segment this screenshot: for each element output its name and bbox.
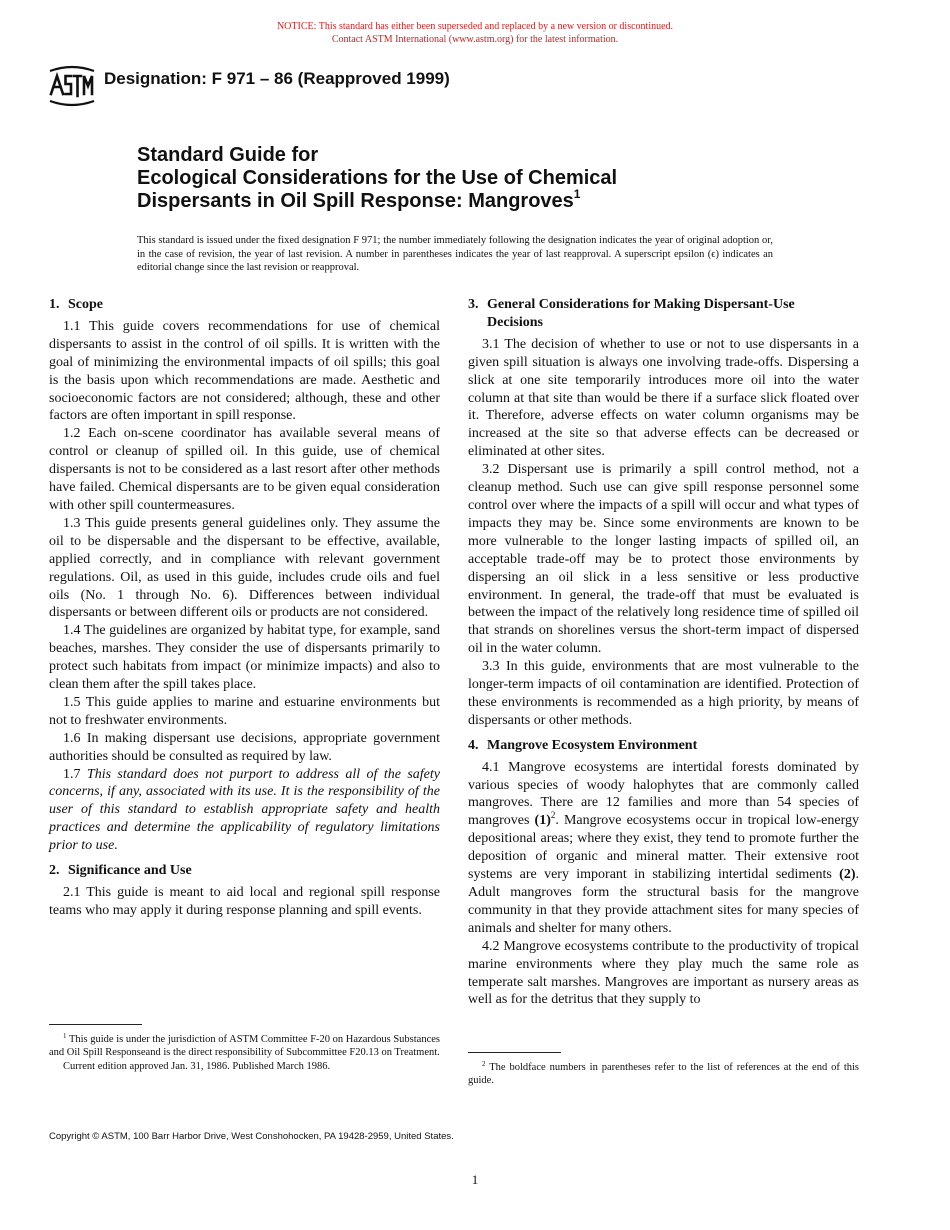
section-title-line-1: General Considerations for Making Dispersant-Use (487, 297, 795, 312)
paragraph-3-3: 3.3 In this guide, environments that are most vulnerable to the longer-term impacts of oil contamination are identified. Protection of these environments is recommended as a high priority, by means of dispersants or other methods. (468, 659, 859, 728)
section-number: 2. (49, 863, 60, 879)
footnote-2 (468, 1061, 859, 1088)
paragraph-number: 1.7 (63, 766, 81, 782)
reference-2: (2) (839, 867, 856, 883)
footnote-2-mark: 2 (550, 810, 556, 821)
section-title: Significance and Use (68, 863, 192, 879)
designation: Designation: F 971 – 86 (Reapproved 1999) (104, 69, 450, 88)
footnote-1-body: This guide is under the jurisdiction of ASTM Committee F-20 on Hazardous Substances and Oil Spill Responseand is the direct responsibility of Subcommittee F20.13 on Treatment. (49, 1034, 440, 1059)
supersession-notice (0, 20, 950, 46)
copyright: Copyright © ASTM, 100 Barr Harbor Drive, West Conshohocken, PA 19428-2959, United States. (49, 1131, 454, 1142)
paragraph-1-5: 1.5 This guide applies to marine and estuarine environments but not to freshwater environments. (49, 694, 440, 728)
paragraph-2-1: 2.1 This guide is meant to aid local and regional spill response teams who may apply it during response planning and spill events. (49, 885, 440, 918)
footnote-1-edition: Current edition approved Jan. 31, 1986. Published March 1986. (63, 1060, 331, 1072)
section-1-heading (49, 296, 440, 314)
paragraph-1-4: 1.4 The guidelines are organized by habitat type, for example, sand beaches, marshes. They consider the use of dispersants primarily to protect such habitats from impact (or minimize impacts) and also to clean them after the spill takes place. (49, 623, 440, 693)
title-line-2: Ecological Considerations for the Use of Chemical (137, 167, 618, 189)
title-line-1: Standard Guide for (137, 144, 319, 166)
notice-line-1: NOTICE: This standard has either been superseded and replaced by a new version or discontinued. (276, 21, 674, 32)
footnote-rule-right (468, 1052, 561, 1053)
title-line-3-text: Dispersants in Oil Spill Response: Mangroves (137, 190, 574, 212)
paragraph-3-1: 3.1 The decision of whether to use or not to use dispersants in a given spill situation is always one involving trade-offs. Dispersing a slick at one site temporarily introduces more oil into the water column at that site than would be there if a surface slick floated over it. Therefore, adverse effects on water column organisms may be increased at the site so that adverse effects can be decreased or eliminated at other sites. (468, 336, 859, 460)
section-title: Scope (68, 297, 103, 312)
footnote-2-body: The boldface numbers in parentheses refer to the list of references at the end of this guide. (468, 1062, 859, 1087)
left-column (49, 296, 440, 920)
paragraph-4-1 (468, 759, 859, 938)
section-number: 1. (49, 297, 60, 312)
section-number: 3. (468, 297, 479, 312)
paragraph-1-6: 1.6 In making dispersant use decisions, appropriate government authorities should be consulted as required by law. (49, 730, 440, 764)
paragraph-1-1: 1.1 This guide covers recommendations for use of chemical dispersants to assist in the control of oil spills. It is written with the goal of minimizing the environmental impacts of oil spills; this goal is the basis upon which recommendations are made. Aesthetic and socioeconomic factors are not considered; although, these and other factors are often important in spill response. (49, 318, 440, 424)
section-title-line-2: Decisions (487, 314, 543, 330)
section-number: 4. (468, 737, 479, 753)
section-2-heading (49, 862, 440, 880)
issued-note: This standard is issued under the fixed designation F 971; the number immediately following the designation indicates the year of original adoption or, in the case of revision, the year of last revision. A number in parentheses indicates the year of last reapproval. A superscript epsilon (ϵ) indicates an editorial change since the last revision or reapproval. (137, 235, 773, 273)
title-footnote-mark: 1 (573, 187, 581, 201)
paragraph-3-2: 3.2 Dispersant use is primarily a spill control method, not a cleanup method. Such use can give spill response personnel some control over where the impacts of a spill will occur and what types of impacts they may be. Since some environments are known to be more vulnerable to the longer lasting impacts of spilled oil, an acceptable trade-off may be to protect those environments by dispersing an oil slick in a less sensitive or less productive environment. In general, the trade-off that must be evaluated is between the impact of the relatively long residence time of spilled oil that strands on shorelines versus the short-term impact of dispersed oil in the water column. (468, 462, 859, 657)
paragraph-4-1-part-b: . Mangrove ecosystems occur in tropical low-energy depositional areas; where they exist, they tend to promote further the deposition of organic and mineral matter. Their extensive root systems are very imporant in stabilizing intertidal sediments (468, 813, 859, 883)
footnote-2-text (468, 1061, 859, 1088)
paragraph-4-2: 4.2 Mangrove ecosystems contribute to the productivity of tropical marine environments where they play much the same role as temperate salt marshes. Mangroves are important as nursery areas as well as for the detritus that they supply to (468, 938, 859, 1008)
paragraph-4-1-part-a: 4.1 Mangrove ecosystems are intertidal forests dominated by various species of woody halophytes that are commonly called mangroves. There are 12 families and more than 54 species of mangroves (468, 759, 859, 829)
title-line-3 (137, 187, 777, 213)
paragraph-1-3: 1.3 This guide presents general guidelines only. They assume the oil to be dispersable and the dispersant to be effective, available, applied correctly, and in compliance with relevant government regulations. Oil, as used in this guide, includes crude oils and fuel oils (No. 1 through No. 6). Differences between individual dispersants or between different oils or products are not considered. (49, 515, 440, 621)
footnote-1-text (49, 1033, 440, 1060)
page-number: 1 (471, 1172, 479, 1187)
footnote-rule-left (49, 1024, 142, 1025)
document-title (137, 144, 777, 213)
footnote-1-mark: 1 (63, 1032, 67, 1040)
right-column (468, 296, 859, 1009)
section-3-heading (468, 296, 859, 332)
reference-1: (1) (534, 813, 551, 829)
section-title: Mangrove Ecosystem Environment (487, 737, 698, 753)
paragraph-4-1-part-c: . Adult mangroves form the structural basis for the mangrove community in that they provide attachment sites for many species of animals and shelter for many others. (468, 867, 859, 936)
paragraph-1-7 (49, 766, 440, 856)
section-4-heading (468, 737, 859, 755)
footnote-2-mark-ref: 2 (482, 1060, 486, 1068)
footnote-1 (49, 1033, 440, 1073)
paragraph-1-7-text: This standard does not purport to address all of the safety concerns, if any, associated with its use. It is the responsibility of the user of this standard to establish appropriate safety and health practices and determine the applicability of regulatory limitations prior to use. (49, 766, 440, 854)
paragraph-1-2: 1.2 Each on-scene coordinator has available several means of control or cleanup of spilled oil. In this guide, use of chemical dispersants is not to be considered as a last resort after other methods have failed. Chemical dispersants are to be given equal consideration with other spill countermeasures. (49, 426, 440, 513)
notice-line-2: Contact ASTM International (www.astm.org) for the latest information. (331, 34, 619, 45)
astm-logo-icon (48, 64, 96, 108)
